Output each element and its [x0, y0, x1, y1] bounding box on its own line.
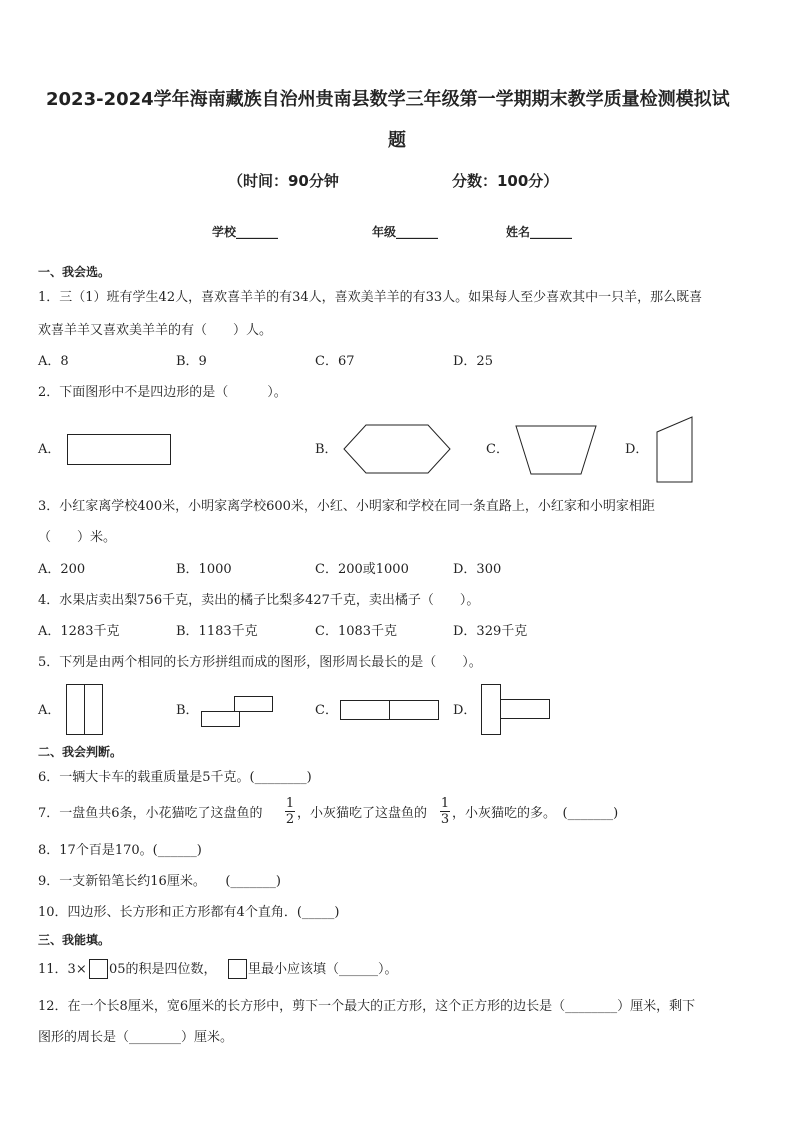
question-7-part1: 7．一盘鱼共6条，小花猫吃了这盘鱼的	[38, 806, 263, 821]
blank-digit-box	[228, 959, 247, 979]
fraction-denominator: 3	[440, 812, 450, 827]
exam-score: 分数：100分）	[452, 172, 559, 190]
two-rectangles-t-shape	[481, 684, 551, 736]
exam-time: （时间：90分钟	[228, 172, 339, 190]
q3-option-c: C．200或1000	[315, 562, 409, 577]
page-title-line1: 2023-2024学年海南藏族自治州贵南县数学三年级第一学期期末教学质量检测模拟试	[46, 89, 730, 110]
q5-option-d: D．	[453, 703, 477, 718]
question-11-part2: 05的积是四位数，	[109, 962, 217, 977]
q1-option-b: B．9	[176, 354, 207, 369]
question-7-part3: ，小灰猫吃的多。 (_______)	[452, 806, 619, 821]
question-11-part3: 里最小应该填（______）。	[248, 962, 398, 977]
question-10: 10．四边形、长方形和正方形都有4个直角．(_____)	[38, 905, 340, 920]
section-heading-choice: 一、我会选。	[38, 265, 111, 279]
fraction-denominator: 2	[285, 812, 295, 827]
rectangle-figure	[67, 434, 171, 465]
page-title-line2: 题	[388, 130, 406, 151]
q2-option-a: A．	[38, 442, 61, 457]
section-heading-judge: 二、我会判断。	[38, 745, 123, 759]
question-2: 2．下面图形中不是四边形的是（ ）。	[38, 385, 287, 400]
two-rectangles-staggered	[201, 696, 275, 728]
grade-field: 年级_______	[372, 225, 439, 239]
fraction-numerator: 1	[285, 796, 295, 811]
question-9: 9．一支新铅笔长约16厘米。 (_______)	[38, 874, 281, 889]
question-3-line1: 3．小红家离学校400米，小明家离学校600米，小红、小明家和学校在同一条直路上，小红家和小明家相距	[38, 499, 655, 514]
question-11-part1: 11．3×	[38, 962, 87, 977]
q4-option-a: A．1283千克	[38, 624, 120, 639]
name-field: 姓名_______	[506, 225, 573, 239]
question-1-line2: 欢喜羊羊又喜欢美羊羊的有（ ）人。	[38, 323, 273, 338]
trapezoid-figure	[515, 425, 597, 475]
two-rectangles-end-to-end	[340, 700, 440, 721]
q3-option-d: D．300	[453, 562, 502, 577]
q1-option-a: A．8	[38, 354, 69, 369]
q3-option-b: B．1000	[176, 562, 232, 577]
q2-option-d: D．	[625, 442, 649, 457]
question-6: 6．一辆大卡车的载重质量是5千克。(________)	[38, 770, 312, 785]
question-8: 8．17个百是170。(______)	[38, 843, 202, 858]
fraction-one-third	[439, 796, 451, 827]
fraction-numerator: 1	[440, 796, 450, 811]
section-heading-fill: 三、我能填。	[38, 933, 111, 947]
q4-option-c: C．1083千克	[315, 624, 398, 639]
question-1-line1: 1．三（1）班有学生42人，喜欢喜羊羊的有34人，喜欢美羊羊的有33人。如果每人至少喜欢其中一只羊，那么既喜	[38, 290, 703, 305]
blank-digit-box	[89, 959, 108, 979]
question-5: 5．下列是由两个相同的长方形拼组而成的图形，图形周长最长的是（ ）。	[38, 655, 482, 670]
hexagon-figure	[343, 424, 451, 474]
q4-option-b: B．1183千克	[176, 624, 258, 639]
school-field: 学校_______	[212, 225, 279, 239]
question-4: 4．水果店卖出梨756千克，卖出的橘子比梨多427千克，卖出橘子（ ）。	[38, 593, 480, 608]
q5-option-c: C．	[315, 703, 338, 718]
fraction-one-half	[284, 796, 296, 827]
q2-option-c: C．	[486, 442, 509, 457]
q2-option-b: B．	[315, 442, 338, 457]
q5-option-b: B．	[176, 703, 199, 718]
question-7-part2: ，小灰猫吃了这盘鱼的	[297, 806, 428, 821]
q1-option-d: D．25	[453, 354, 493, 369]
q5-option-a: A．	[38, 703, 61, 718]
question-3-line2: （ ）米。	[38, 530, 117, 545]
two-rectangles-side-by-side	[66, 684, 106, 736]
q1-option-c: C．67	[315, 354, 355, 369]
right-trapezoid-figure	[656, 416, 694, 484]
q3-option-a: A．200	[38, 562, 86, 577]
question-12-line1: 12．在一个长8厘米，宽6厘米的长方形中，剪下一个最大的正方形，这个正方形的边长是（________）厘米，剩下	[38, 999, 696, 1014]
question-12-line2: 图形的周长是（________）厘米。	[38, 1030, 234, 1045]
q4-option-d: D．329千克	[453, 624, 528, 639]
